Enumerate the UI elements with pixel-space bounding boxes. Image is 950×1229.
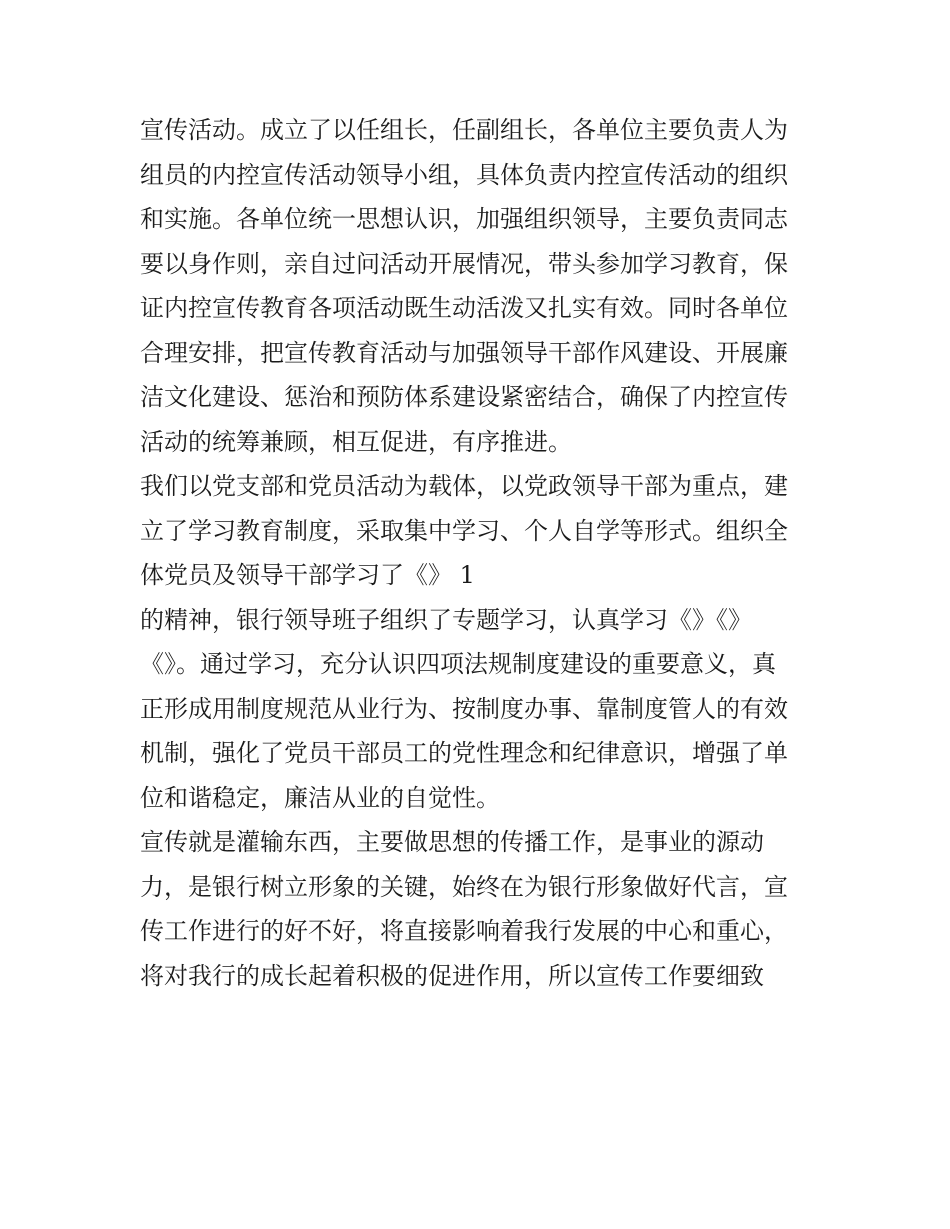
text-line: 宣传活动。成立了以任组长，任副组长，各单位主要负责人为: [140, 116, 788, 144]
text-line: 《》。通过学习，充分认识四项法规制度建设的重要意义，真: [140, 650, 776, 678]
text-line: 立了学习教育制度，采取集中学习、个人自学等形式。组织全: [140, 516, 788, 545]
text-line: 机制，强化了党员干部员工的党性理念和纪律意识，增强了单: [140, 739, 788, 767]
text-line: 力，是银行树立形象的关键，始终在为银行形象做好代言，宣: [140, 872, 788, 901]
text-line: 我们以党支部和党员活动为载体，以党政领导干部为重点，建: [140, 472, 788, 500]
text-line: 和实施。各单位统一思想认识，加强组织领导，主要负责同志: [140, 205, 788, 233]
body-text: [140, 108, 820, 998]
text-line: 位和谐稳定，廉洁从业的自觉性。: [140, 783, 500, 812]
text-line: 合理安排，把宣传教育活动与加强领导干部作风建设、开展廉: [140, 338, 788, 367]
text-line: 体党员及领导干部学习了《》 1: [140, 561, 475, 589]
text-line: 宣传就是灌输东西，主要做思想的传播工作，是事业的源动: [140, 828, 764, 856]
text-line: 将对我行的成长起着积极的促进作用，所以宣传工作要细致: [140, 961, 764, 990]
text-line: 组员的内控宣传活动领导小组，具体负责内控宣传活动的组织: [140, 160, 788, 189]
text-line: 正形成用制度规范从业行为、按制度办事、靠制度管人的有效: [140, 694, 788, 723]
text-line: 传工作进行的好不好，将直接影响着我行发展的中心和重心，: [140, 917, 788, 945]
text-line: 活动的统筹兼顾，相互促进，有序推进。: [140, 427, 572, 456]
text-line: 的精神，银行领导班子组织了专题学习，认真学习《》《》: [140, 605, 752, 634]
text-line: 证内控宣传教育各项活动既生动活泼又扎实有效。同时各单位: [140, 294, 788, 322]
text-line: 要以身作则，亲自过问活动开展情况，带头参加学习教育，保: [140, 249, 788, 278]
text-line: 洁文化建设、惩治和预防体系建设紧密结合，确保了内控宣传: [140, 383, 788, 411]
